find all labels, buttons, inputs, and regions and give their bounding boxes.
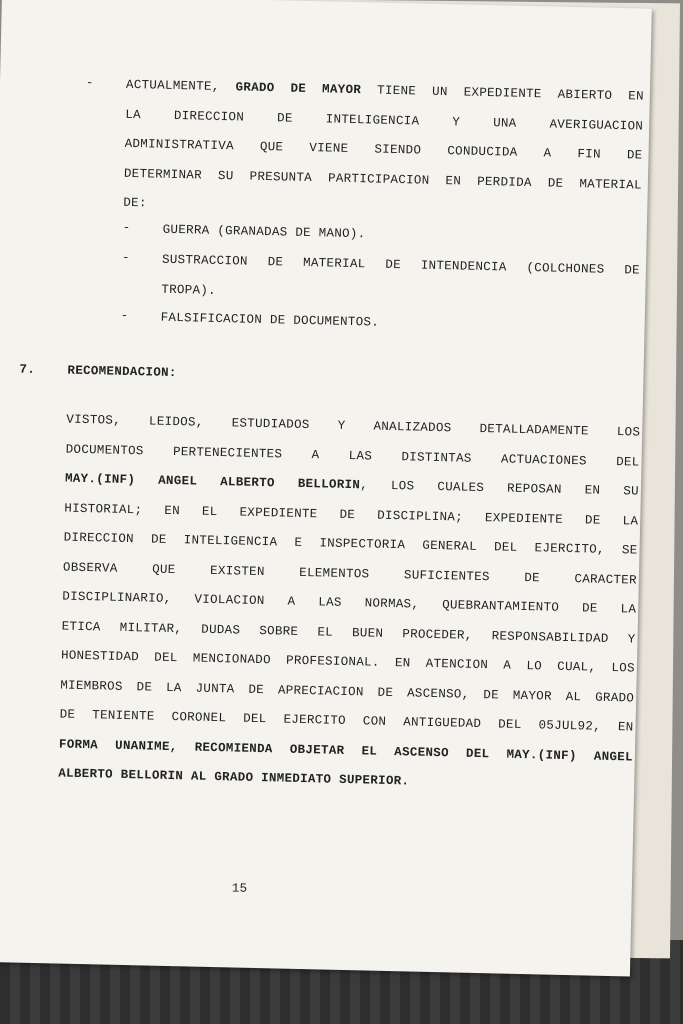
text-line: DE: — [123, 195, 147, 211]
text-line: OBSERVA QUE EXISTEN ELEMENTOS SUFICIENTES DE CARACTER — [62, 560, 638, 588]
text-line: GUERRA (GRANADAS DE MANO). — [162, 222, 366, 242]
text-line: LA DIRECCION DE INTELIGENCIA Y UNA AVERIGUACION — [125, 107, 644, 134]
text-line: VISTOS, LEIDOS, ESTUDIADOS Y ANALIZADOS DETALLADAMENTE LOS — [66, 412, 641, 440]
text-line: DE TENIENTE CORONEL DEL EJERCITO CON ANTIGUEDAD DEL 05JUL92, EN — [59, 707, 634, 735]
bullet-dash: - — [120, 308, 129, 323]
text-line: ETICA MILITAR, DUDAS SOBRE EL BUEN PROCEDER, RESPONSABILIDAD Y — [61, 619, 636, 647]
text-line: FALSIFICACION DE DOCUMENTOS. — [160, 310, 380, 330]
text-line: MAY.(INF) ANGEL ALBERTO BELLORIN, LOS CUALES REPOSAN EN SU — [64, 471, 640, 499]
text-line: HONESTIDAD DEL MENCIONADO PROFESIONAL. EN ATENCION A LO CUAL, LOS — [60, 648, 636, 676]
text-line: DIRECCION DE INTELIGENCIA E INSPECTORIA GENERAL DEL EJERCITO, SE — [63, 530, 638, 558]
section-title: RECOMENDACION: — [67, 363, 177, 381]
text-line: ACTUALMENTE, GRADO DE MAYOR TIENE UN EXPEDIENTE ABIERTO EN — [125, 77, 645, 104]
text-line: MIEMBROS DE LA JUNTA DE APRECIACION DE ASCENSO, DE MAYOR AL GRADO — [60, 678, 635, 706]
text-line: ADMINISTRATIVA QUE VIENE SIENDO CONDUCIDA A FIN DE — [124, 136, 643, 163]
bullet-dash: - — [121, 250, 130, 265]
page-number: 15 — [231, 881, 248, 896]
bullet-dash: - — [122, 220, 131, 235]
text-line: TROPA). — [161, 282, 217, 298]
recommendation-paragraph — [58, 406, 641, 802]
text-line: ALBERTO BELLORIN AL GRADO INMEDIATO SUPERIOR. — [58, 766, 410, 789]
section-number: 7. — [19, 362, 36, 377]
text-line: DOCUMENTOS PERTENECIENTES A LAS DISTINTAS ACTUACIONES DEL — [65, 442, 640, 470]
bullet-dash: - — [85, 75, 94, 91]
text-line: DETERMINAR SU PRESUNTA PARTICIPACION EN PERDIDA DE MATERIAL — [123, 166, 642, 193]
text-line: SUSTRACCION DE MATERIAL DE INTENDENCIA (COLCHONES DE — [161, 252, 641, 278]
text-line: FORMA UNANIME, RECOMIENDA OBJETAR EL ASCENSO DEL MAY.(INF) ANGEL — [58, 736, 634, 765]
intro-bullet-text — [123, 71, 644, 230]
text-line: DISCIPLINARIO, VIOLACION A LAS NORMAS, QUEBRANTAMIENTO DE LA — [62, 589, 637, 617]
text-line: HISTORIAL; EN EL EXPEDIENTE DE DISCIPLINA; EXPEDIENTE DE LA — [64, 501, 639, 529]
